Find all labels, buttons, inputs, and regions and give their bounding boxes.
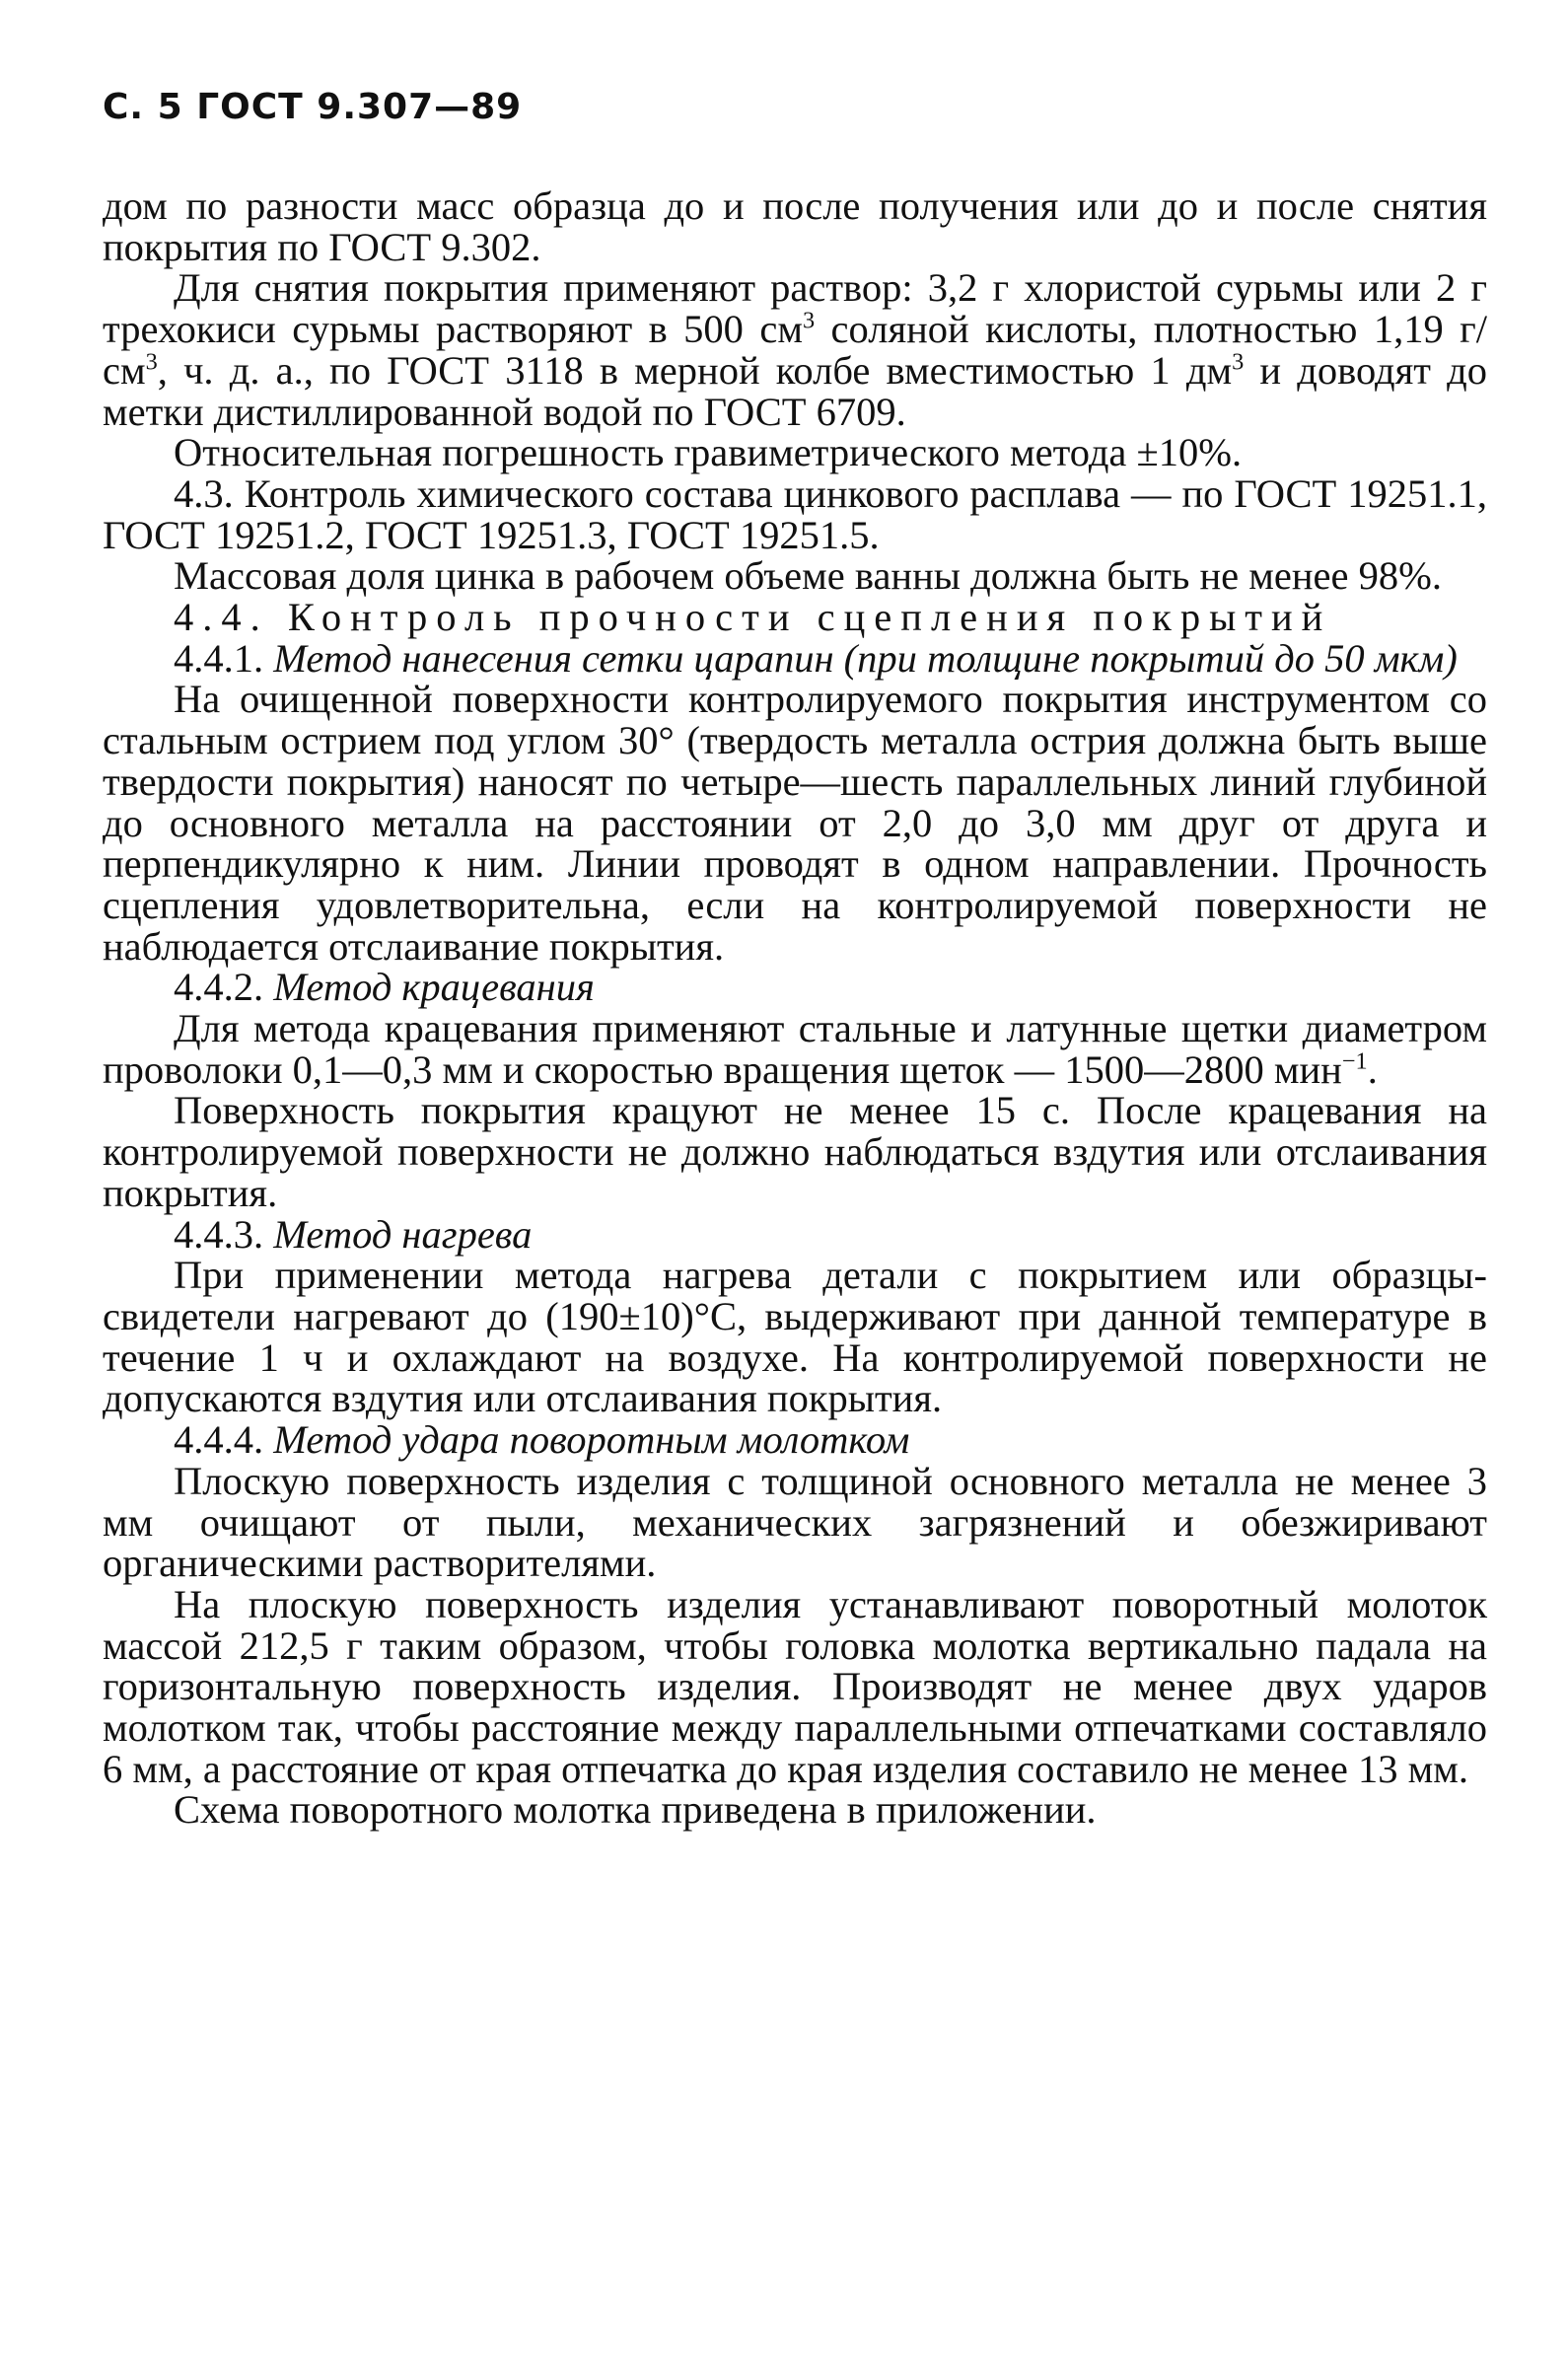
paragraph: Поверхность покрытия крацуют не менее 15 с. После крацевания на контролируемой поверхности не должно наблюдаться вздутия или отслаивания покрытия. [103, 1088, 1487, 1215]
paragraph: Схема поворотного молотка приведена в приложении. [174, 1787, 1097, 1833]
section-number: 4.4.4. [174, 1417, 274, 1463]
text-run: Для снятия покрытия применяют раствор: 3,2 г хлористой сурьмы или 2 г трехокиси сурьмы растворяют в 500 см [103, 265, 1487, 352]
text-run: и доводят до метки дистиллированной водой по ГОСТ 6709. [103, 347, 1488, 434]
document-body [103, 185, 1487, 1831]
paragraph: Плоскую поверхность изделия с толщиной основного металла не менее 3 мм очищают от пыли, механических загрязнений и обезжиривают органическими растворителями. [103, 1458, 1487, 1586]
paragraph: Массовая доля цинка в рабочем объеме ванны должна быть не менее 98%. [174, 553, 1442, 599]
text-run: Для метода крацевания применяют стальные и латунные щетки диаметром проволоки 0,1—0,3 мм и скоростью вращения щеток — 1500—2800 мин [103, 1006, 1487, 1092]
paragraph: При применении метода нагрева детали с покрытием или образцы-свидетели нагревают до (190±10)°С, выдерживают при данной температуре в течение 1 ч и охлаждают на воздухе. На контролируемой поверхности не допускаются вздутия или отслаивания покрытия. [103, 1253, 1487, 1421]
section-title: Метод нагрева [273, 1211, 533, 1257]
subsection-heading [103, 1419, 1487, 1461]
section-number: 4.4.2. [174, 965, 274, 1010]
superscript: 3 [802, 307, 816, 334]
section-title: Метод удара поворотным молотком [273, 1417, 910, 1463]
superscript: −1 [1341, 1047, 1368, 1075]
text-run: , ч. д. а., по ГОСТ 3118 в мерной колбе вместимостью 1 дм [157, 347, 1233, 393]
section-title: Метод крацевания [273, 965, 595, 1010]
paragraph: На очищенной поверхности контролируемого покрытия инструментом со стальным острием под углом 30° (твердость металла острия должна быть выше твердости покрытия) наносят по четыре—шесть параллельных линий глубиной до основного металла на расстоянии от 2,0 до 3,0 мм друг от друга и перпендикулярно к ним. Линии проводят в одном направлении. Прочность сцепления удовлетворительна, если на контролируемой поверхности не наблюдается отслаивание покрытия. [103, 677, 1487, 969]
superscript: 3 [1232, 348, 1245, 376]
subsection-heading [103, 1211, 1487, 1257]
paragraph: дом по разности масс образца до и после получения или до и после снятия покрытия по ГОСТ 9.302. [103, 183, 1487, 269]
page-header: С. 5 ГОСТ 9.307—89 [103, 87, 523, 127]
superscript: 3 [145, 348, 158, 376]
paragraph [103, 1008, 1487, 1090]
paragraph: Относительная погрешность гравиметрического метода ±10%. [174, 430, 1243, 475]
paragraph: На плоскую поверхность изделия устанавливают поворотный молоток массой 212,5 г таким образом, чтобы головка молотка вертикально падала на горизонтальную поверхность изделия. Производят не менее двух ударов молотком так, чтобы расстояние между параллельными отпечатками составляло 6 мм, а расстояние от края отпечатка до края изделия составило не менее 13 мм. [103, 1581, 1487, 1791]
section-heading: 4.4. Контроль прочности сцепления покрытий [174, 595, 1332, 640]
text-run: соляной кислоты, плотностью 1,19 г/см [103, 307, 1487, 393]
section-title: Метод нанесения сетки царапин (при толщине покрытий до 50 мкм) [273, 635, 1458, 681]
section-number: 4.4.3. [174, 1211, 274, 1257]
paragraph [103, 267, 1487, 432]
subsection-heading [103, 967, 1487, 1008]
subsection-heading [103, 635, 1487, 681]
section-number: 4.4.1. [174, 635, 274, 681]
text-run: . [1367, 1046, 1378, 1092]
section-heading: 4.3. Контроль химического состава цинкового расплава — по ГОСТ 19251.1, ГОСТ 19251.2, ГОСТ 19251.3, ГОСТ 19251.5. [103, 470, 1487, 557]
